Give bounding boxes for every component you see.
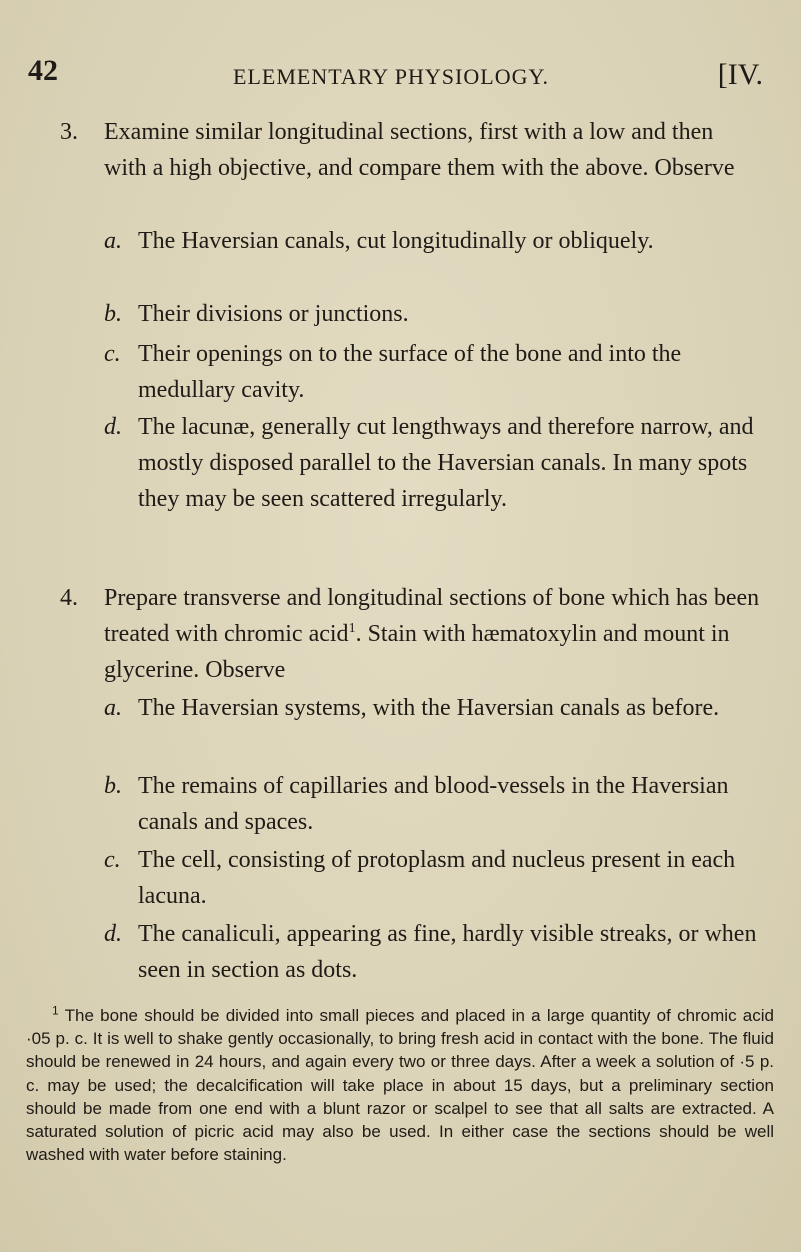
- item-number: 4.: [60, 585, 78, 611]
- subitem-text: Their divisions or junctions.: [138, 301, 409, 327]
- running-head: ELEMENTARY PHYSIOLOGY.: [233, 64, 550, 89]
- chapter-marker: [IV.: [717, 58, 763, 91]
- item-4: [60, 580, 760, 688]
- subitem-letter: c.: [104, 341, 121, 367]
- subitem-4a: [104, 690, 764, 726]
- item-text: Examine similar longitudinal sections, first with a low and then with a high objective, and compare them with the above. Observe: [104, 119, 735, 181]
- subitem-text: The remains of capillaries and blood-vessels in the Haversian canals and spaces.: [138, 773, 729, 835]
- subitem-3b: [104, 296, 764, 332]
- subitem-3d: [104, 409, 764, 517]
- subitem-3c: [104, 336, 764, 408]
- subitem-letter: d.: [104, 921, 122, 947]
- subitem-4c: [104, 842, 764, 914]
- item-3: [60, 114, 760, 186]
- subitem-letter: a.: [104, 695, 122, 721]
- footnote-mark: 1: [52, 1003, 59, 1018]
- subitem-4b: [104, 768, 764, 840]
- page-number: 42: [28, 54, 58, 87]
- subitem-text: The canaliculi, appearing as fine, hardly visible streaks, or when seen in section as dots.: [138, 921, 757, 983]
- subitem-text: The cell, consisting of protoplasm and nucleus present in each lacuna.: [138, 847, 736, 909]
- subitem-letter: c.: [104, 847, 121, 873]
- subitem-text: The Haversian canals, cut longitudinally or obliquely.: [138, 228, 654, 254]
- subitem-letter: d.: [104, 414, 122, 440]
- subitem-text: The lacunæ, generally cut lengthways and therefore narrow, and mostly disposed parallel to the Haversian canals. In many spots they may be seen scattered irregularly.: [138, 414, 754, 512]
- subitem-letter: b.: [104, 301, 122, 327]
- subitem-3a: [104, 223, 764, 259]
- subitem-text: The Haversian systems, with the Haversian canals as before.: [138, 695, 720, 721]
- footnote-text: The bone should be divided into small pieces and placed in a large quantity of chromic acid ·05 p. c. It is well to shake gently occasionally, to bring fresh acid in contact with the bone. The fluid should be renewed in 24 hours, and again every two or three days. After a week a solution of ·5 p. c. may be used; the decalcification will take place in about 15 days, but a preliminary section should be made from one end with a blunt razor or scalpel to see that all salts are extracted. A saturated solution of picric acid may also be used. In either case the sections should be well washed with water before staining.: [26, 1006, 774, 1165]
- page-header: [28, 52, 763, 102]
- subitem-letter: b.: [104, 773, 122, 799]
- item-number: 3.: [60, 119, 78, 145]
- footnote-reference: 1: [348, 621, 356, 636]
- subitem-4d: [104, 916, 764, 988]
- item-text: [104, 580, 760, 688]
- item-text-part: Prepare transverse and longitudinal sections of bone which has been treated with chromic acid: [104, 585, 760, 647]
- subitem-letter: a.: [104, 228, 122, 254]
- footnote: [26, 1004, 774, 1166]
- item-text-part: . Stain with hæmatoxylin and mount in glycerine. Observe: [104, 621, 730, 683]
- subitem-text: Their openings on to the surface of the bone and into the medullary cavity.: [138, 341, 682, 403]
